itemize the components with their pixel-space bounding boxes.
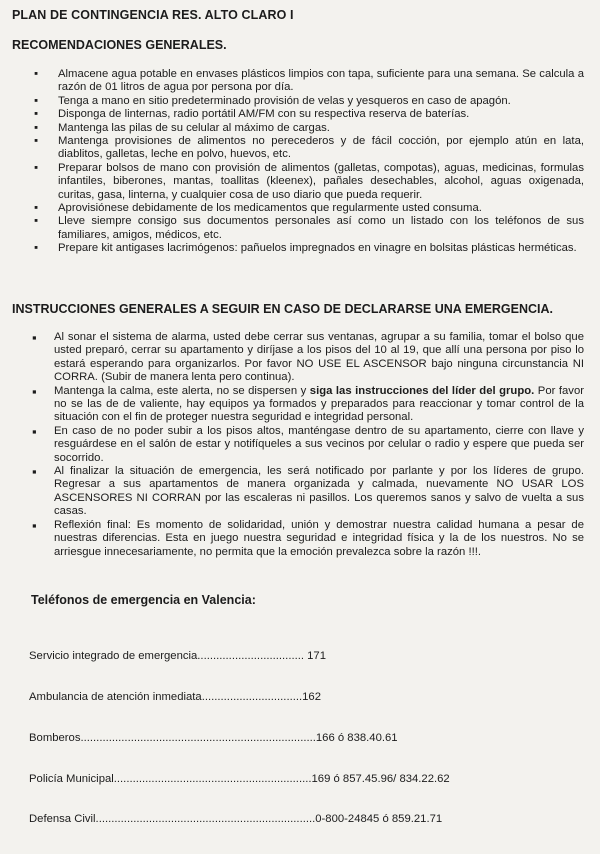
bullet-icon: ▪ bbox=[34, 242, 39, 255]
list-item bbox=[32, 383, 584, 425]
list-item-text: Mantenga las pilas de su celular al máximo de cargas. bbox=[58, 121, 330, 134]
list-item-text: Reflexión final: Es momento de solidaridad, unión y demostrar nuestra calidad humana a pesar de nuestras diferencias. Esta en juego nuestra seguridad e integridad física y la de los nuestros. No se arriesgue innecesariamente, no permita que la emoción prevalezca sobre la razón !!!. bbox=[54, 518, 584, 558]
list-item-text: Tenga a mano en sitio predeterminado provisión de velas y yesqueros en caso de apagón. bbox=[58, 94, 511, 107]
list-item bbox=[32, 464, 584, 519]
section-heading-instructions: INSTRUCCIONES GENERALES A SEGUIR EN CASO DE DECLARARSE UNA EMERGENCIA. bbox=[12, 302, 554, 316]
list-item bbox=[34, 215, 584, 242]
list-item bbox=[34, 202, 584, 215]
bullet-icon: ▪ bbox=[34, 94, 39, 107]
list-item bbox=[34, 94, 584, 108]
phone-line: Defensa Civil......................................................................0-800-24845 ó 859.21.71 bbox=[29, 813, 443, 826]
list-item bbox=[34, 135, 584, 162]
bullet-icon: ▪ bbox=[34, 202, 39, 215]
recommendations-list bbox=[0, 68, 584, 256]
list-item bbox=[32, 423, 584, 465]
list-item bbox=[34, 108, 584, 121]
bullet-icon: ▪ bbox=[34, 135, 39, 148]
bullet-icon: ▪ bbox=[34, 68, 39, 80]
list-item-text-post: Por favor no se las de de valiente, hay equipos ya formados y preparados para reaccionar y tomar control de la situación con el fin de proteger nuestra seguridad e integridad personal. bbox=[54, 384, 584, 424]
list-item-text: En caso de no poder subir a los pisos altos, manténgase dentro de su apartamento, cierre con llave y resguárdese en el salón de estar y notifíqueles a sus vecinos por celular o radio y espere que pueda ser socorrido. bbox=[54, 424, 584, 464]
section-heading-phones: Teléfonos de emergencia en Valencia: bbox=[31, 593, 256, 607]
list-item-text: Al sonar el sistema de alarma, usted debe cerrar sus ventanas, agrupar a su familia, tomar el bolso que usted preparó, cerrar su apartamento y diríjase a los pisos del 10 al 19, que allí una persona por piso lo estará esperando para organizarlos. Por favor NO USE EL ASCENSOR bajo ninguna circunstancia NI CORRA. (Subir de manera lenta pero continua). bbox=[54, 331, 584, 384]
bullet-icon: ▪ bbox=[34, 108, 39, 121]
bullet-icon: ▪ bbox=[32, 423, 37, 439]
phone-line: Policía Municipal...............................................................169 ó 857.45.96/ 834.22.62 bbox=[29, 772, 450, 785]
phone-line: Bomberos...........................................................................166 ó 838.40.61 bbox=[29, 731, 398, 744]
bullet-icon: ▪ bbox=[34, 161, 39, 174]
list-item bbox=[34, 242, 584, 255]
list-item-text-strong: siga las instrucciones del líder del grupo. bbox=[309, 384, 535, 397]
list-item bbox=[32, 517, 584, 559]
list-item bbox=[32, 330, 584, 385]
list-item-text: Mantenga provisiones de alimentos no perecederos y de fácil cocción, por ejemplo atún en lata, diablitos, galletas, leche en polvo, huevos, etc. bbox=[58, 135, 584, 161]
phone-line: Servicio integrado de emergencia.................................. 171 bbox=[29, 650, 326, 663]
instructions-list bbox=[0, 331, 584, 559]
bullet-icon: ▪ bbox=[32, 464, 37, 480]
list-item-text: Al finalizar la situación de emergencia, les será notificado por parlante y por los líderes de grupo. Regresar a sus apartamentos de manera organizada y calmada, nuevamente NO USAR LOS ASCENSORES NI CORRAN por las escaleras ni pasillos. Los queremos sanos y salvo de vuelta a sus casas. bbox=[54, 465, 584, 518]
list-item-text: Lleve siempre consigo sus documentos personales así como un listado con los teléfonos de sus familiares, amigos, médicos, etc. bbox=[58, 215, 584, 241]
document-title: PLAN DE CONTINGENCIA RES. ALTO CLARO I bbox=[12, 8, 294, 22]
bullet-icon: ▪ bbox=[34, 215, 39, 228]
bullet-icon: ▪ bbox=[32, 517, 37, 533]
section-heading-recommendations: RECOMENDACIONES GENERALES. bbox=[12, 38, 227, 52]
list-item-text: Disponga de linternas, radio portátil AM/FM con su respectiva reserva de baterías. bbox=[58, 108, 470, 121]
list-item bbox=[34, 121, 584, 135]
bullet-icon: ▪ bbox=[32, 330, 37, 345]
list-item-text: Preparar bolsos de mano con provisión de alimentos (galletas, compotas), aguas, medicinas, formulas infantiles, biberones, mantas, toallitas (kleenex), pañales desechables, alcohol, aguas oxigenada, curitas, gasa, linterna, y cualquier cosa de uso diario que pueda requerir. bbox=[58, 161, 584, 201]
list-item-text: Almacene agua potable en envases plásticos limpios con tapa, suficiente para una semana. Se calcula a razón de 01 litros de agua por persona por día. bbox=[58, 68, 584, 94]
phone-line: Ambulancia de atención inmediata................................162 bbox=[29, 690, 321, 703]
list-item-text: Prepare kit antigases lacrimógenos: pañuelos impregnados en vinagre en bolsitas plásticas herméticas. bbox=[58, 242, 577, 255]
list-item bbox=[34, 68, 584, 95]
phone-list bbox=[29, 623, 450, 854]
list-item bbox=[34, 161, 584, 202]
list-item-text-pre: Mantenga la calma, este alerta, no se dispersen y bbox=[54, 384, 310, 397]
list-item-text: Aprovisiónese debidamente de los medicamentos que regularmente usted consuma. bbox=[58, 202, 482, 215]
bullet-icon: ▪ bbox=[34, 121, 39, 134]
bullet-icon: ▪ bbox=[32, 383, 37, 399]
